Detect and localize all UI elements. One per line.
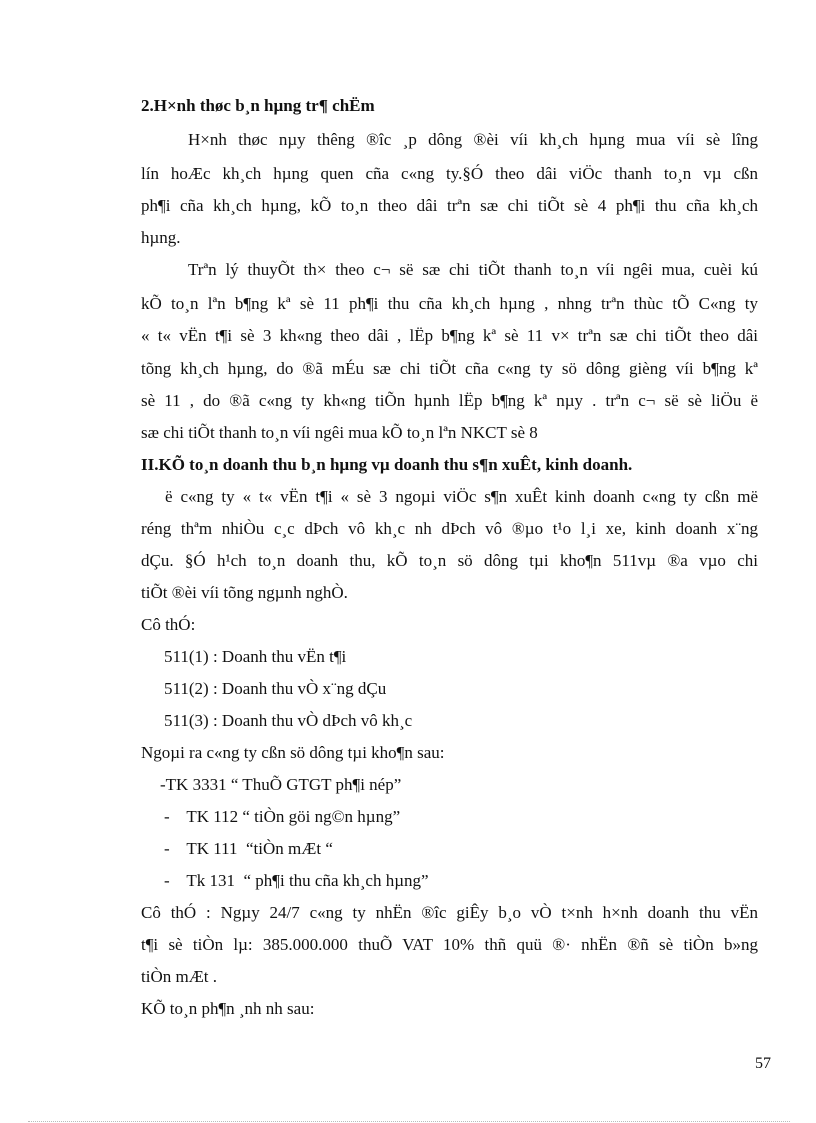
section-heading-2: 2.H×nh thøc b¸n hµng tr¶ chËm — [141, 96, 375, 115]
paragraph-line: t¶i sè tiÒn lµ: 385.000.000 thuÕ VAT 10% thñ quü ®· nhËn ®ñ sè tiÒn b»ng — [141, 935, 758, 954]
paragraph-line: lín hoÆc kh¸ch hµng quen cña c«ng ty.§Ó theo dâi viÖc thanh to¸n vµ cßn — [141, 164, 758, 183]
paragraph-line: dÇu. §Ó h¹ch to¸n doanh thu, kÕ to¸n sö dông tµi kho¶n 511vµ ®a vµo chi — [141, 551, 758, 570]
paragraph-line: Trªn lý thuyÕt th× theo c¬ së sæ chi tiÕt thanh to¸n víi ngêi mua, cuèi kú — [188, 260, 758, 279]
list-item: - TK 111 “tiÒn mÆt “ — [164, 839, 333, 858]
paragraph-line: tiÒn mÆt . — [141, 967, 218, 986]
list-item: - TK 112 “ tiÒn göi ng©n hµng” — [164, 807, 401, 826]
list-item: 511(1) : Doanh thu vËn t¶i — [164, 647, 347, 666]
page-bottom-rule — [28, 1121, 790, 1122]
paragraph-line: Cô thÓ: — [141, 615, 196, 634]
paragraph-line: kÕ to¸n lªn b¶ng kª sè 11 ph¶i thu cña kh¸ch hµng , nhng trªn thùc tÕ C«ng ty — [141, 294, 758, 313]
list-item: - Tk 131 “ ph¶i thu cña kh¸ch hµng” — [164, 871, 429, 890]
paragraph-line: Ngoµi ra c«ng ty cßn sö dông tµi kho¶n sau: — [141, 743, 445, 762]
paragraph-line: tõng kh¸ch hµng, do ®ã mÉu sæ chi tiÕt cña c«ng ty sö dông gièng víi b¶ng kª — [141, 359, 758, 378]
paragraph-line: KÕ to¸n ph¶n ¸nh nh sau: — [141, 999, 315, 1018]
paragraph-line: ph¶i cña kh¸ch hµng, kÕ to¸n theo dâi trªn sæ chi tiÕt sè 4 ph¶i thu cña kh¸ch — [141, 196, 758, 215]
list-item: -TK 3331 “ ThuÕ GTGT ph¶i nép” — [160, 775, 402, 794]
paragraph-line: tiÕt ®èi víi tõng ngµnh nghÒ. — [141, 583, 348, 602]
page-number: 57 — [755, 1055, 771, 1072]
paragraph-line: ë c«ng ty « t« vËn t¶i « sè 3 ngoµi viÖc s¶n xuÊt kinh doanh c«ng ty cßn më — [165, 487, 758, 506]
paragraph-line: H×nh thøc nµy thêng ®îc ¸p dông ®èi víi kh¸ch hµng mua víi sè lîng — [188, 130, 758, 149]
list-item: 511(3) : Doanh thu vÒ dÞch vô kh¸c — [164, 711, 413, 730]
paragraph-line: « t« vËn t¶i sè 3 kh«ng theo dâi , lËp b¶ng kª sè 11 v× trªn sæ chi tiÕt theo dâi — [141, 326, 758, 345]
paragraph-line: réng thªm nhiÒu c¸c dÞch vô kh¸c nh dÞch vô ®µo t¹o l¸i xe, kinh doanh x¨ng — [141, 519, 758, 538]
list-item: 511(2) : Doanh thu vÒ x¨ng dÇu — [164, 679, 387, 698]
section-heading-II: II.KÕ to¸n doanh thu b¸n hµng vµ doanh thu s¶n xuÊt, kinh doanh. — [141, 455, 633, 474]
paragraph-line: sè 11 , do ®ã c«ng ty kh«ng tiÕn hµnh lËp b¶ng kª nµy . trªn c¬ së sè liÖu ë — [141, 391, 758, 410]
paragraph-line: sæ chi tiÕt thanh to¸n víi ngêi mua kÕ to¸n lªn NKCT sè 8 — [141, 423, 538, 442]
paragraph-line: hµng. — [141, 228, 181, 247]
paragraph-line: Cô thÓ : Ngµy 24/7 c«ng ty nhËn ®îc giÊy b¸o vÒ t×nh h×nh doanh thu vËn — [141, 903, 758, 922]
